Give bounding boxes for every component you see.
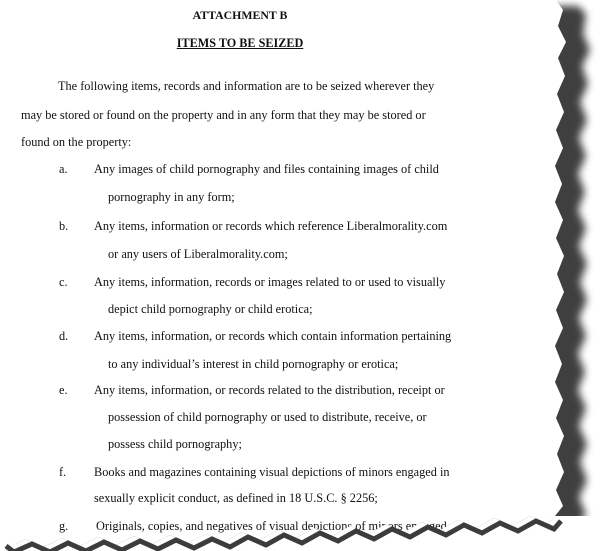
intro-line-1: The following items, records and information are to be seized wherever they [58,79,435,93]
item-a-line-1: Any images of child pornography and files containing images of child [94,162,439,176]
intro-line-2: may be stored or found on the property and in any form that they may be stored or [21,108,426,122]
item-e-letter: e. [59,383,68,397]
item-e-line-3: possess child pornography; [108,437,242,451]
item-a-line-2: pornography in any form; [108,190,235,204]
item-d-line-1: Any items, information, or records which contain information pertaining [94,329,452,343]
attachment-title: ATTACHMENT B [192,8,288,22]
item-b-line-1: Any items, information or records which reference Liberalmorality.com [94,219,448,233]
item-e-line-2: possession of child pornography or used to distribute, receive, or [108,410,427,424]
item-g-letter: g. [59,519,69,533]
item-e-line-1: Any items, information, or records related to the distribution, receipt or [94,383,445,397]
item-b-letter: b. [59,219,69,233]
item-a-letter: a. [59,162,68,176]
item-c-line-1: Any items, information, records or images related to or used to visually [94,275,446,289]
item-d-line-2: to any individual’s interest in child pornography or erotica; [108,357,399,371]
item-c-line-2: depict child pornography or child erotica; [108,302,313,316]
item-b-line-2: or any users of Liberalmorality.com; [108,247,288,261]
item-f-letter: f. [59,465,67,479]
item-g-line-1: Originals, copies, and negatives of visual depictions of minors engaged [96,519,447,533]
item-d-letter: d. [59,329,69,343]
item-f-line-2: sexually explicit conduct, as defined in 18 U.S.C. § 2256; [94,491,378,505]
section-title: ITEMS TO BE SEIZED [176,36,304,50]
item-c-letter: c. [59,275,68,289]
item-f-line-1: Books and magazines containing visual depictions of minors engaged in [94,465,450,479]
intro-line-3: found on the property: [21,135,132,149]
